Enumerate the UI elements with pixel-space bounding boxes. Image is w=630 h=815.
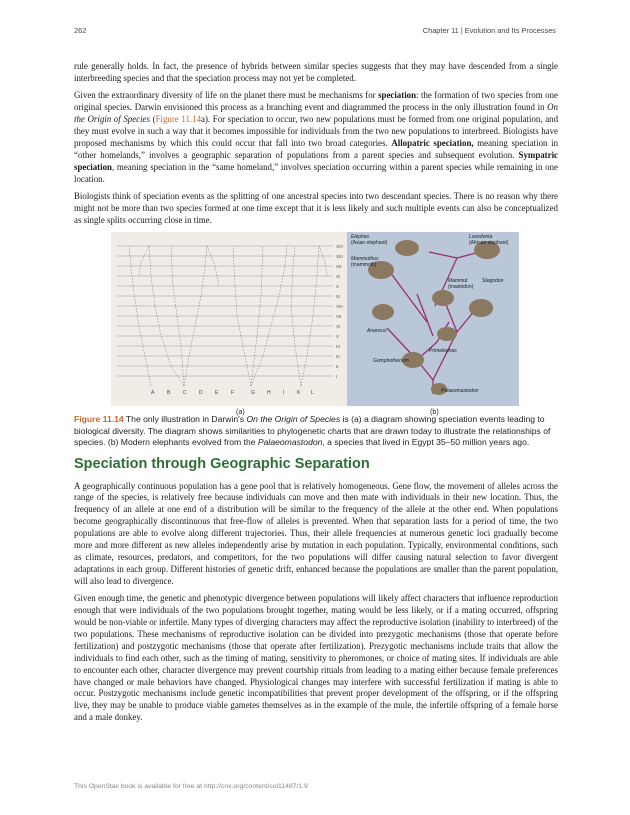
letter-f: F (231, 390, 235, 397)
term-sympatric: Sympatric speciation (74, 149, 558, 172)
level-i: I (336, 374, 338, 380)
section-heading: Speciation through Geographic Separation (74, 455, 370, 472)
book-title: On the Origin of Species (74, 102, 558, 125)
stegodon-icon (469, 299, 493, 317)
asian-elephant-icon (395, 240, 419, 256)
label-elephas: Elephas (351, 234, 370, 241)
label-anancus: Anancus (367, 328, 387, 335)
paragraph-3: Biologists think of speciation events as the splitting of one ancestral species into two descendant species. There is no reason why there might not be more than two species formed at one time except that it is less likely and such multiple events can also be conceptualized as single splits occurring close in time. (74, 191, 558, 225)
level-vi: VI (336, 324, 341, 330)
primelephas-icon (437, 327, 457, 341)
label-asian-elephant: (Asian elephant) (351, 240, 388, 247)
horizontal-levels (117, 246, 333, 376)
level-xiii: XIII (336, 254, 343, 260)
label-mammuthus: Mammuthus (351, 256, 379, 263)
mastodon-icon (432, 290, 454, 306)
panel-label-a: (a) (236, 407, 245, 417)
letter-g: G (251, 390, 255, 397)
label-mammut: Mammut (448, 278, 468, 285)
level-iv: IV (336, 344, 341, 350)
page-footer: This OpenStax book is available for free at http://cnx.org/content/col11487/1.9 (74, 783, 308, 790)
level-ix: IX (336, 294, 341, 300)
paragraph-4: A geographically continuous population has a gene pool that is relatively homogeneous. Gene flow, the movement of alleles across the range of the species, is relatively free because individuals can move and then mate with individuals in their new location. Thus, the frequency of an allele at one end of a distribution will be similar to the frequency of the allele at the other end. When populations become geographically discontinuous that free-flow of alleles is prevented. When that separation lasts for a period of time, the two populations are able to evolve along different trajectories. Thus, their allele frequencies at numerous genetic loci gradually become more and more different as new alleles independently arise by mutation in each population. Typically, environmental conditions, such as climate, resources, predators, and competitors, for the two populations will differ causing natural selection to favor divergent adaptations in each group. Different histories of genetic drift, enhanced because the populations are smaller than the parent population, will also lead to divergence. (74, 480, 558, 586)
darwin-level-labels (336, 244, 343, 379)
elephant-phylogeny-svg (347, 232, 519, 406)
page-number: 262 (74, 26, 87, 35)
darwin-species-letters (151, 390, 314, 396)
label-mammoth: (mammoth) (351, 262, 377, 269)
paragraph-5: Given enough time, the genetic and phenotypic divergence between populations will likely affect characters that influence reproduction enough that were individuals of the two populations brought together, mating would be less likely, or if a mating occurred, offspring would be non-viable or infertile. Many types of diverging characters may affect the reproductive isolation (inability to interbreed) of the two populations. These mechanisms of reproductive isolation can be divided into prezygotic mechanisms (those that operate before fertilization) and postzygotic mechanisms (those that operate after fertilization). Prezygotic mechanisms include traits that allow the individuals to find each other, such as the timing of mating, sensitivity to pheromones, or choice of mating sites. If individuals are able to encounter each other, character divergence may prevent courtship rituals from leading to a mating either because female preferences have changed or male behaviors have changed. Physiological changes may interfere with successful fertilization if mating is able to occur. Postzygotic mechanisms include genetic incompatibilities that prevent proper development of the offspring, or if the offspring live, they may be unable to produce viable gametes themselves as in the example of the mule, the infertile offspring of a female horse and a male donkey. (74, 593, 558, 723)
label-african-elephant: (African elephant) (469, 240, 509, 247)
letter-c: C (183, 390, 187, 397)
panel-label-b: (b) (430, 407, 439, 417)
level-xiv: XIV (336, 244, 344, 250)
elephant-silhouettes (368, 240, 500, 395)
letter-a: A (151, 390, 155, 397)
letter-i: I (283, 390, 285, 397)
figure-11-14 (74, 232, 558, 417)
paragraph-1: rule generally holds. In fact, the presence of hybrids between similar species suggests that they may have descended from a single interbreeding species and that the speciation process may not yet be completed. (74, 61, 558, 83)
label-primelephas: Primelephas (429, 348, 457, 355)
figure-caption: Figure 11.14 The only illustration in Darwin's On the Origin of Species is (a) a diagram showing speciation events leading to biological diversity. The diagram shows similarities to phylogenetic charts that are drawn today to illustrate the relationships of species. (b) Modern elephants evolved from the Palaeomastodon, a species that lived in Egypt 35–50 million years ago. (74, 414, 551, 448)
level-vii: VII (336, 314, 342, 320)
level-viii: VIII (336, 304, 343, 310)
elephant-phylogeny (347, 232, 519, 406)
phylogeny-tree-lines (387, 250, 487, 394)
page-header (74, 26, 556, 38)
label-gomphotherium: Gomphotherium (373, 358, 409, 365)
anancus-icon (372, 304, 394, 320)
level-xi: XI (336, 274, 341, 280)
letter-e: E (215, 390, 219, 397)
level-x: X (336, 284, 340, 290)
chapter-title: Chapter 11 | Evolution and Its Processes (422, 26, 556, 35)
level-xii: XII (336, 264, 342, 270)
letter-l: L (311, 390, 314, 397)
label-stegodon: Stegodon (482, 278, 504, 285)
level-v: V (336, 334, 340, 340)
letter-h: H (267, 390, 271, 397)
letter-b: B (167, 390, 171, 397)
level-ii: II (336, 364, 339, 370)
label-mastodon: (mastodon) (448, 284, 474, 291)
darwin-diagram-svg (111, 232, 347, 406)
caption-label: Figure 11.14 (74, 414, 124, 425)
label-loxodonta: Loxodonta (469, 234, 493, 241)
level-iii: III (336, 354, 340, 360)
label-palaeomastodon: Palaeomastodon (441, 388, 479, 395)
letter-k: K (297, 390, 301, 397)
term-allopatric: Allopatric speciation, (391, 137, 474, 148)
page-content (74, 61, 558, 730)
term-speciation: speciation (378, 90, 417, 101)
paragraph-2: Given the extraordinary diversity of life on the planet there must be mechanisms for speciation: the formation of two species from one original species. Darwin envisioned this process as a branching event and diagrammed the process in the only illustration found in On the Origin of Species (Figure 11.14a). For speciation to occur, two new populations must be formed from one original population, and they must evolve in such a way that it becomes impossible for individuals from the two new populations to interbreed. Biologists have proposed mechanisms by which this could occur that fall into two broad categories. Allopatric speciation, meaning speciation in “other homelands,” involves a geographic separation of populations from a parent species and subsequent evolution. Sympatric speciation, meaning speciation in the “same homeland,” involves speciation occurring within a parent species while remaining in one location. (74, 90, 559, 184)
figure-link[interactable]: Figure 11.14 (155, 114, 202, 125)
letter-d: D (199, 390, 203, 397)
